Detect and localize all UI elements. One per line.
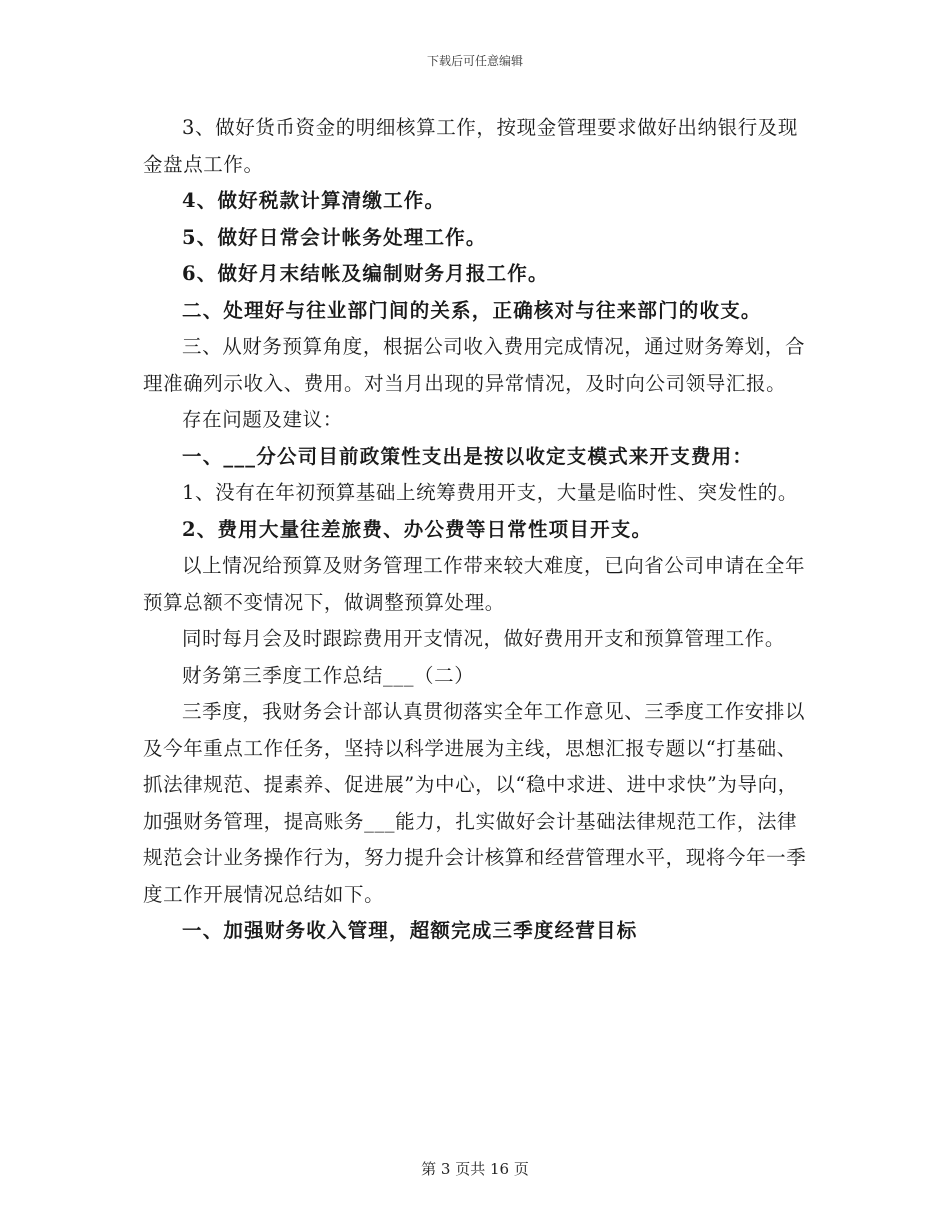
paragraph-8: 一、___分公司目前政策性支出是按以收定支模式来开支费用： xyxy=(182,444,754,468)
page-footer: 第 3 页共 16 页 xyxy=(421,1160,529,1178)
paragraph-5: 二、处理好与往业部门间的关系，正确核对与往来部门的收支。 xyxy=(182,298,762,322)
paragraph-1: 3、做好货币资金的明细核算工作，按现金管理要求做好出纳银行及现金盘点工作。 xyxy=(143,116,799,176)
paragraph-3: 5、做好日常会计帐务处理工作。 xyxy=(182,225,487,249)
paragraph-15: 一、加强财务收入管理，超额完成三季度经营目标 xyxy=(182,919,638,942)
paragraph-4: 6、做好月末结帐及编制财务月报工作。 xyxy=(182,262,549,285)
paragraph-6: 三、从财务预算角度，根据公司收入费用完成情况，通过财务筹划，合理准确列示收入、费用。对当月出现的异常情况，及时向公司领导汇报。 xyxy=(143,335,806,395)
paragraph-13: 财务第三季度工作总结___（二） xyxy=(182,663,475,687)
page-header: 下载后可任意编辑 xyxy=(426,54,523,68)
paragraph-10: 2、费用大量往差旅费、办公费等日常性项目开支。 xyxy=(182,517,653,541)
paragraph-7: 存在问题及建议： xyxy=(182,408,343,431)
paragraph-2: 4、做好税款计算清缴工作。 xyxy=(182,189,446,212)
paragraph-14: 三季度，我财务会计部认真贯彻落实全年工作意见、三季度工作安排以及今年重点工作任务，坚持以科学进展为主线，思想汇报专题以“打基础、抓法律规范、提素养、促进展”为中心，以“稳中求进、进中求快”为导向，加强财务管理，提高账务___能力，扎实做好会计基础法律规范工作，法律规范会计业务操作行为，努力提升会计核算和经营管理水平，现将今年一季度工作开展情况总结如下。 xyxy=(143,700,807,906)
paragraph-12: 同时每月会及时跟踪费用开支情况，做好费用开支和预算管理工作。 xyxy=(182,627,786,650)
document-body xyxy=(143,110,813,950)
paragraph-9: 1、没有在年初预算基础上统筹费用开支，大量是临时性、突发性的。 xyxy=(182,481,799,504)
paragraph-11: 以上情况给预算及财务管理工作带来较大难度，已向省公司申请在全年预算总额不变情况下，做调整预算处理。 xyxy=(143,554,806,614)
